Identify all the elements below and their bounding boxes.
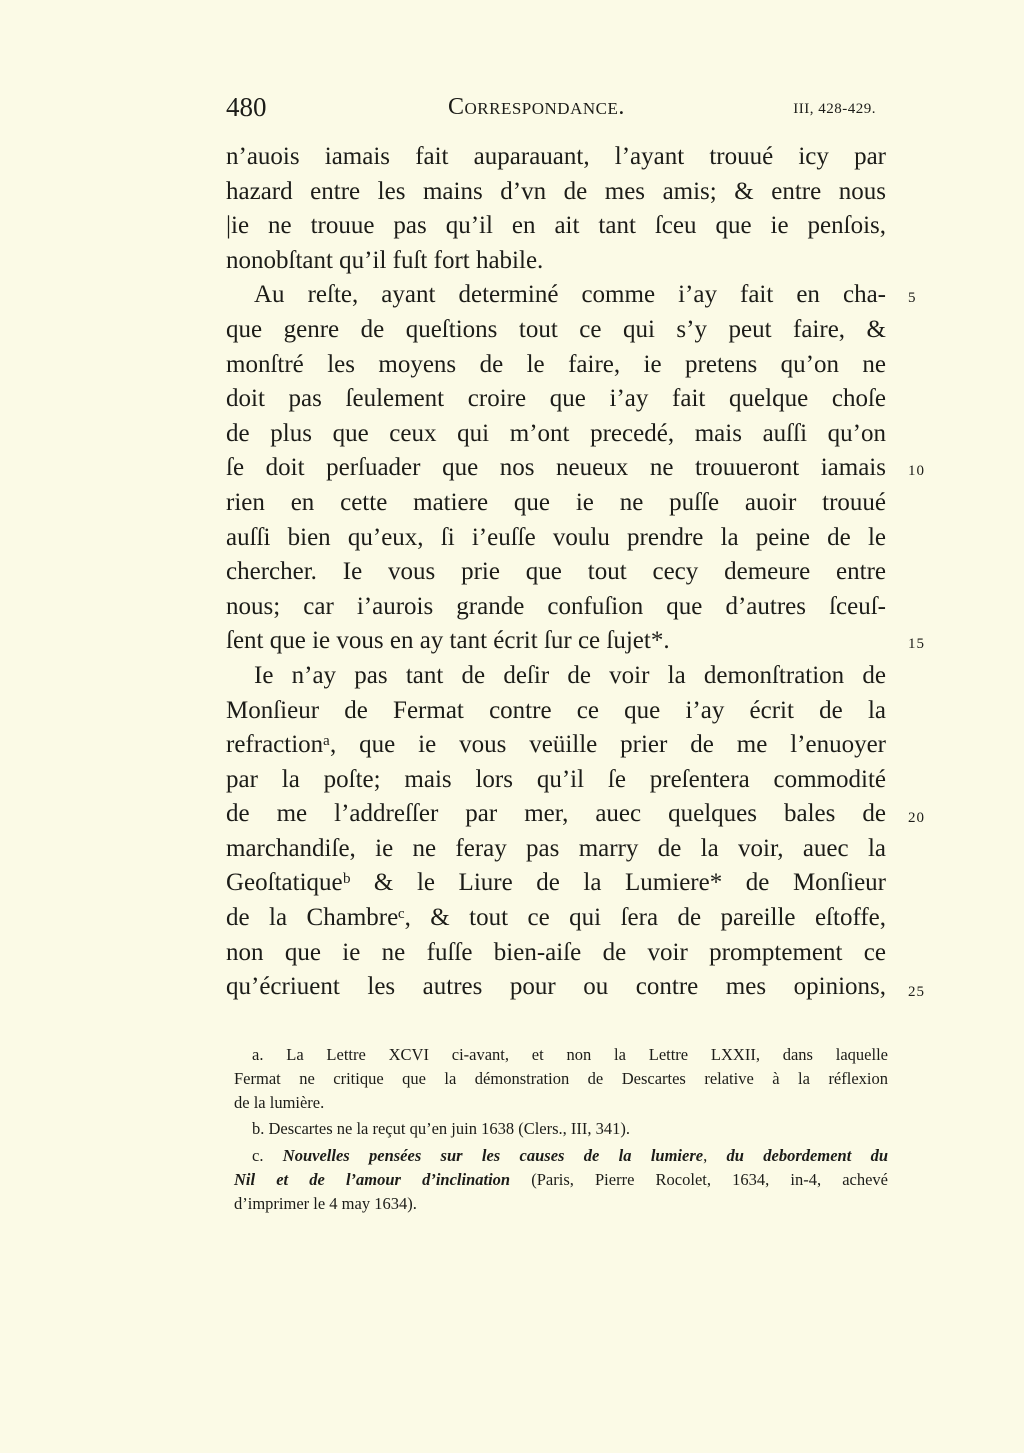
page-number: 480 xyxy=(226,92,267,122)
text-line: doit pas ſeulement croire que i’ay fait quelque choſe xyxy=(226,385,886,413)
line-number-25: 25 xyxy=(908,984,925,1000)
line-number-10: 10 xyxy=(908,463,925,479)
page-header xyxy=(226,92,890,132)
volume-reference: III, 428-429. xyxy=(793,101,876,117)
footnote-c-publication: (Paris, Pierre Rocolet, 1634, in-4, achevé xyxy=(510,1169,888,1189)
footnote-c-title-part-3: Nil et de l’amour d’inclination xyxy=(234,1169,511,1189)
footnote-c-line-3: d’imprimer le 4 may 1634). xyxy=(234,1193,417,1213)
line-number-5: 5 xyxy=(908,290,917,306)
text-line: Monſieur de Fermat contre ce que i’ay écrit de la xyxy=(226,696,886,724)
footnote-a-line: Fermat ne critique que la démonstration de Descartes relative à la réflexion xyxy=(234,1068,888,1088)
footnote-c-line-1 xyxy=(234,1144,888,1168)
text-line: Ie n’ay pas tant de deſir de voir la demonſtration de xyxy=(254,661,886,689)
footnote-c-separator: , xyxy=(703,1146,727,1166)
text-line: ſe doit perſuader que nos neueux ne trouueront iamais xyxy=(226,454,886,482)
text-line: n’auois iamais fait auparauant, l’ayant trouué icy par xyxy=(226,143,886,170)
line-number-15: 15 xyxy=(908,636,925,652)
text-line: Au reſte, ayant determiné comme i’ay fait en cha- xyxy=(254,281,886,309)
text-line: hazard entre les mains d’vn de mes amis; & entre nous xyxy=(226,177,886,205)
footnote-a-line: de la lumière. xyxy=(234,1092,325,1112)
text-line: auſſi bien qu’eux, ſi i’euſſe voulu prendre la peine de le xyxy=(226,523,886,551)
text-line: monſtré les moyens de le faire, ie pretens qu’on ne xyxy=(226,350,886,378)
text-line: nonobſtant qu’il fuſt fort habile. xyxy=(226,246,544,274)
text-line: de me l’addreſſer par mer, auec quelques bales de xyxy=(226,800,886,828)
footnote-c-title-part-1: Nouvelles pensées sur les causes de la lumiere xyxy=(282,1146,704,1166)
text-line: rien en cette matiere que ie ne puſſe auoir trouué xyxy=(226,488,886,516)
text-line: refractionᵃ, que ie vous veüille prier de me l’enuoyer xyxy=(226,731,886,759)
footnote-c-line-2 xyxy=(234,1168,888,1192)
footnote-c-label: c. xyxy=(252,1146,264,1166)
text-line: marchandiſe, ie ne feray pas marry de la voir, auec la xyxy=(226,834,886,862)
line-number-20: 20 xyxy=(908,810,925,826)
text-line: que genre de queſtions tout ce qui s’y peut faire, & xyxy=(226,315,886,343)
footnotes xyxy=(234,1043,888,1216)
text-line: ſent que ie vous en ay tant écrit ſur ce ſujet*. xyxy=(226,627,670,655)
text-line: |ie ne trouue pas qu’il en ait tant ſceu que ie penſois, xyxy=(226,212,886,240)
text-line: nous; car i’aurois grande confuſion que d’autres ſceuſ- xyxy=(226,592,886,620)
footnote-a-line: a. La Lettre XCVI ci-avant, et non la Lettre LXXII, dans laquelle xyxy=(252,1045,888,1064)
footnote-c-title-part-2: du debordement du xyxy=(726,1146,889,1166)
footnote-b: b. Descartes ne la reçut qu’en juin 1638 (Clers., III, 341). xyxy=(252,1119,631,1139)
text-line: de plus que ceux qui m’ont precedé, mais auſſi qu’on xyxy=(226,419,886,447)
text-line: de la Chambreᶜ, & tout ce qui ſera de pareille eſtoffe, xyxy=(226,904,886,932)
text-line: qu’écriuent les autres pour ou contre mes opinions, xyxy=(226,973,886,1001)
text-line: non que ie ne fuſſe bien-aiſe de voir promptement ce xyxy=(226,938,886,966)
text-line: par la poſte; mais lors qu’il ſe preſentera commodité xyxy=(226,765,886,793)
text-line: chercher. Ie vous prie que tout cecy demeure entre xyxy=(226,558,886,586)
text-line: Geoſtatiqueᵇ & le Liure de la Lumiere* de Monſieur xyxy=(226,869,886,897)
running-title: Correspondance. xyxy=(448,94,625,120)
main-text xyxy=(226,140,886,1005)
